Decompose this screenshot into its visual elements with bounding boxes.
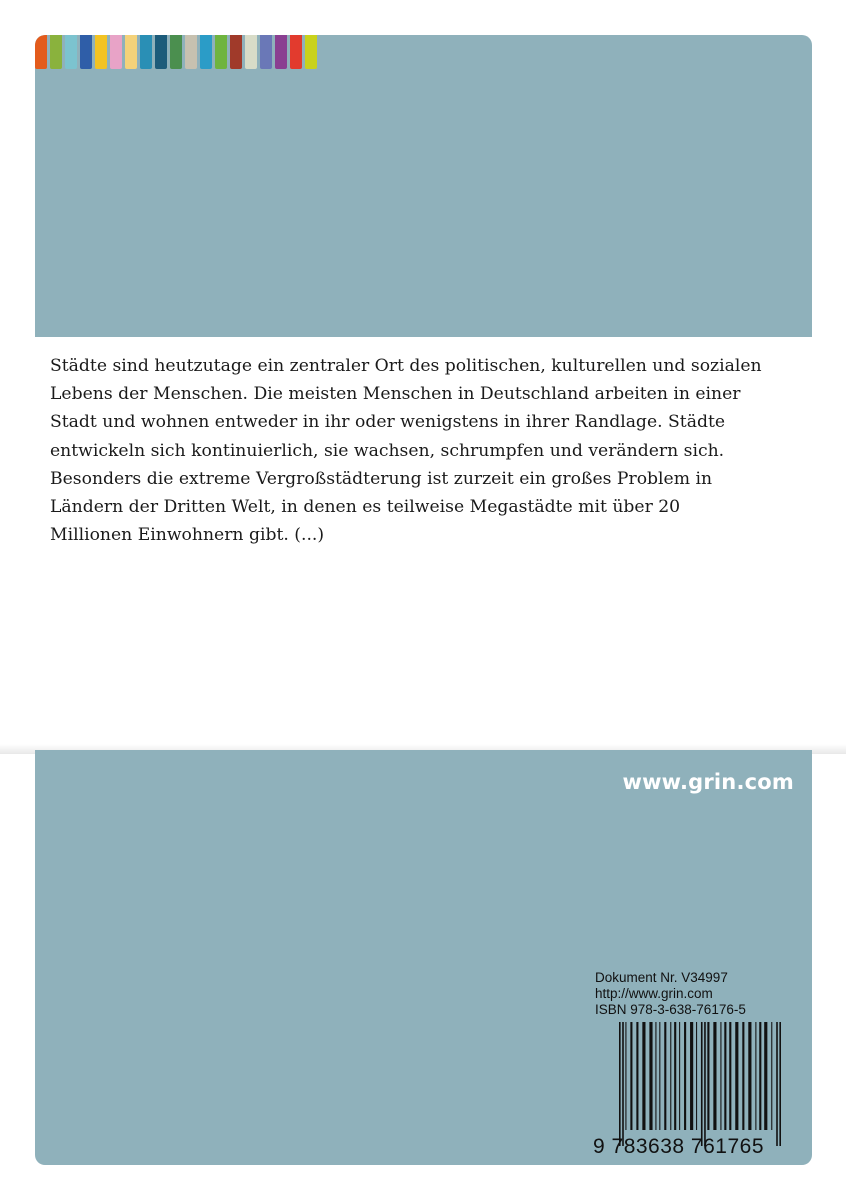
color-stripe xyxy=(290,35,302,69)
barcode-number: 9 783638 761765 xyxy=(593,1135,764,1158)
barcode-bar xyxy=(701,1022,703,1146)
barcode-bar xyxy=(779,1022,781,1146)
barcode-bar xyxy=(696,1022,697,1130)
blurb-line: Ländern der Dritten Welt, in denen es teilweise Megastädte mit über 20 xyxy=(50,497,681,518)
color-stripe xyxy=(50,35,62,69)
blurb-line: Städte sind heutzutage ein zentraler Ort des politischen, kulturellen und sozialen xyxy=(50,356,762,376)
barcode-bar xyxy=(625,1022,626,1130)
barcode-bar xyxy=(664,1022,666,1130)
document-url: http://www.grin.com xyxy=(595,986,713,1001)
document-number: Dokument Nr. V34997 xyxy=(595,970,728,985)
blurb-line: Besonders die extreme Vergroßstädterung ist zurzeit ein großes Problem in xyxy=(50,468,713,489)
color-stripe xyxy=(305,35,317,69)
barcode-bar xyxy=(764,1022,767,1130)
barcode-bar xyxy=(690,1022,693,1130)
barcode-bar xyxy=(659,1022,660,1130)
barcode-bar xyxy=(755,1022,756,1130)
barcode-bar xyxy=(724,1022,726,1130)
color-stripe xyxy=(200,35,212,69)
barcode-bar xyxy=(679,1022,680,1130)
isbn-text: ISBN 978-3-638-76176-5 xyxy=(595,1002,746,1017)
color-stripe xyxy=(230,35,242,69)
isbn-barcode xyxy=(617,1022,795,1146)
blurb-line: entwickeln sich kontinuierlich, sie wachsen, schrumpfen und verändern sich. xyxy=(50,440,725,461)
document-info xyxy=(595,970,746,1018)
barcode-bar xyxy=(674,1022,676,1130)
color-stripe xyxy=(170,35,182,69)
color-stripe xyxy=(245,35,257,69)
barcode-bar xyxy=(630,1022,632,1130)
color-stripe-bar xyxy=(35,35,320,69)
blurb-line: Stadt und wohnen entweder in ihr oder wenigstens in ihrer Randlage. Städte xyxy=(50,412,726,433)
color-stripe xyxy=(215,35,227,69)
barcode-bar xyxy=(649,1022,652,1130)
color-stripe xyxy=(260,35,272,69)
barcode-bar xyxy=(704,1022,706,1146)
barcode-bar xyxy=(771,1022,772,1130)
color-stripe xyxy=(140,35,152,69)
color-stripe xyxy=(185,35,197,69)
barcode-bar xyxy=(670,1022,671,1130)
barcode-bar xyxy=(720,1022,721,1130)
blurb-line: Lebens der Menschen. Die meisten Menschen in Deutschland arbeiten in einer xyxy=(50,384,741,405)
barcode-bar xyxy=(759,1022,761,1130)
barcode-bar xyxy=(713,1022,716,1130)
barcode-bar xyxy=(622,1022,624,1146)
blurb-line: Millionen Einwohnern gibt. (...) xyxy=(50,525,325,546)
barcode-bar xyxy=(636,1022,638,1130)
barcode-bar xyxy=(729,1022,731,1130)
bottom-cover-panel xyxy=(35,750,812,1165)
color-stripe xyxy=(275,35,287,69)
barcode-bar xyxy=(619,1022,621,1146)
color-stripe xyxy=(155,35,167,69)
book-blurb xyxy=(50,352,810,549)
barcode-bar xyxy=(735,1022,738,1130)
color-stripe xyxy=(110,35,122,69)
barcode-bar xyxy=(776,1022,778,1146)
barcode-bar xyxy=(642,1022,645,1130)
publisher-website[interactable]: www.grin.com xyxy=(622,770,794,794)
color-stripe xyxy=(35,35,47,69)
barcode-bar xyxy=(742,1022,744,1130)
barcode-bar xyxy=(655,1022,656,1130)
top-cover-panel xyxy=(35,35,812,337)
color-stripe xyxy=(125,35,137,69)
color-stripe xyxy=(80,35,92,69)
barcode-bar xyxy=(748,1022,751,1130)
barcode-bar xyxy=(707,1022,709,1130)
color-stripe xyxy=(95,35,107,69)
barcode-bar xyxy=(684,1022,686,1130)
color-stripe xyxy=(65,35,77,69)
